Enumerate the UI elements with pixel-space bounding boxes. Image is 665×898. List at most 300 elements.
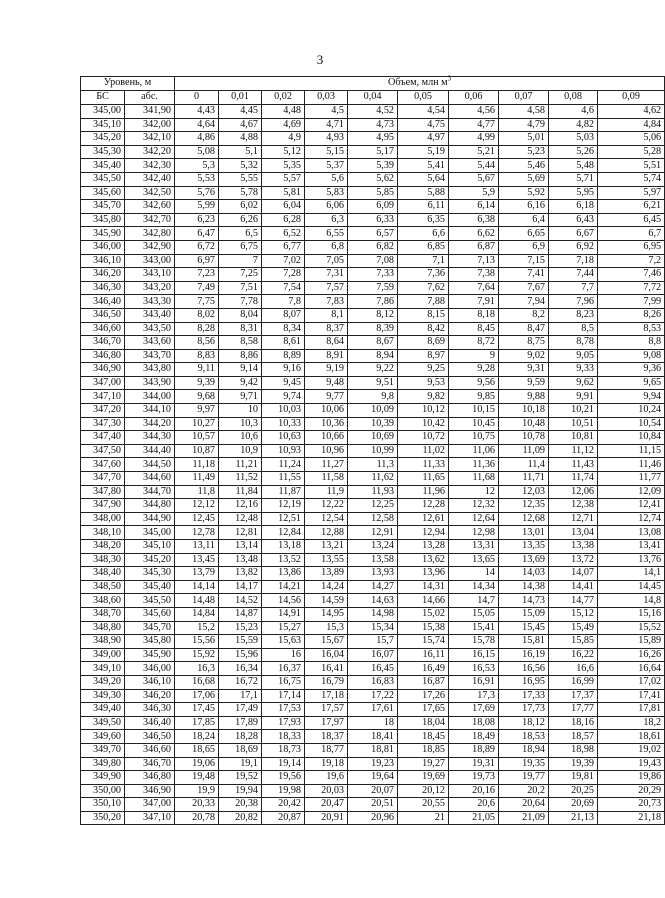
volume-cell: 18,12: [499, 716, 549, 730]
volume-cell: 18,08: [449, 716, 499, 730]
volume-cell: 11,18: [175, 458, 219, 472]
volume-cell: 16,75: [262, 675, 305, 689]
volume-cell: 7,83: [305, 295, 348, 309]
volume-cell: 18,77: [305, 743, 348, 757]
volume-cell: 6,45: [598, 213, 665, 227]
volume-cell: 14,56: [262, 594, 305, 608]
table-row: [81, 798, 665, 812]
volume-cell: 20,87: [262, 811, 305, 825]
volume-cell: 4,67: [219, 118, 262, 132]
level-bs-cell: 345,00: [81, 105, 125, 119]
volume-cell: 12,54: [305, 512, 348, 526]
level-abs-cell: 344,00: [125, 390, 175, 404]
volume-cell: 19,56: [262, 771, 305, 785]
level-bs-cell: 346,80: [81, 349, 125, 363]
level-abs-cell: 346,30: [125, 703, 175, 717]
volume-cell: 9,08: [598, 349, 665, 363]
volume-cell: 16,87: [398, 675, 449, 689]
volume-cell: 18,41: [348, 730, 398, 744]
level-abs-cell: 346,00: [125, 662, 175, 676]
volume-cell: 5,71: [549, 172, 598, 186]
volume-cell: 15,63: [262, 635, 305, 649]
table-row: [81, 512, 665, 526]
volume-cell: 17,22: [348, 689, 398, 703]
volume-cell: 13,96: [398, 567, 449, 581]
volume-cell: 11,49: [175, 472, 219, 486]
volume-cell: 6,82: [348, 240, 398, 254]
level-bs-cell: 347,30: [81, 417, 125, 431]
volume-cell: 10,6: [219, 431, 262, 445]
table-row: [81, 607, 665, 621]
volume-cell: 11,46: [598, 458, 665, 472]
volume-cell: 12,22: [305, 499, 348, 513]
volume-cell: 19,27: [398, 757, 449, 771]
volume-cell: 19,94: [219, 784, 262, 798]
volume-cell: 9,16: [262, 363, 305, 377]
volume-cell: 12,81: [219, 526, 262, 540]
level-bs-cell: 349,50: [81, 716, 125, 730]
level-abs-cell: 343,40: [125, 308, 175, 322]
volume-cell: 10,27: [175, 417, 219, 431]
volume-cell: 4,45: [219, 105, 262, 119]
volume-cell: 4,9: [262, 132, 305, 146]
volume-cell: 6,35: [398, 213, 449, 227]
level-abs-cell: 343,10: [125, 268, 175, 282]
volume-cell: 9,71: [219, 390, 262, 404]
volume-cell: 9,77: [305, 390, 348, 404]
volume-cell: 19,31: [449, 757, 499, 771]
level-bs-cell: 347,00: [81, 376, 125, 390]
table-row: [81, 145, 665, 159]
volume-cell: 9,31: [499, 363, 549, 377]
volume-cell: 18,16: [549, 716, 598, 730]
volume-cell: 5,06: [598, 132, 665, 146]
volume-cell: 15,89: [598, 635, 665, 649]
volume-cell: 12,38: [549, 499, 598, 513]
table-row: [81, 580, 665, 594]
level-bs-cell: 345,70: [81, 200, 125, 214]
volume-cell: 15,41: [449, 621, 499, 635]
volume-cell: 7,86: [348, 295, 398, 309]
volume-cell: 15,92: [175, 648, 219, 662]
level-abs-cell: 343,60: [125, 336, 175, 350]
level-abs-cell: 344,10: [125, 404, 175, 418]
volume-cell: 20,51: [348, 798, 398, 812]
volume-cell: 16,26: [598, 648, 665, 662]
volume-cell: 12,74: [598, 512, 665, 526]
volume-cell: 5,85: [348, 186, 398, 200]
volume-cell: 5,76: [175, 186, 219, 200]
table-row: [81, 444, 665, 458]
volume-cell: 7,18: [549, 254, 598, 268]
volume-cell: 11,55: [262, 472, 305, 486]
level-abs-cell: 342,10: [125, 132, 175, 146]
volume-cell: 11,65: [398, 472, 449, 486]
volume-cell: 20,55: [398, 798, 449, 812]
volume-cell: 6,52: [262, 227, 305, 241]
volume-cell: 15,52: [598, 621, 665, 635]
volume-cell: 9,39: [175, 376, 219, 390]
volume-cell: 10,9: [219, 444, 262, 458]
volume-cell: 11,93: [348, 485, 398, 499]
volume-cell: 18,53: [499, 730, 549, 744]
volume-cell: 10,12: [398, 404, 449, 418]
header-row-top: [81, 77, 665, 91]
volume-cell: 10,57: [175, 431, 219, 445]
table-row: [81, 526, 665, 540]
volume-cell: 14,34: [449, 580, 499, 594]
volume-cell: 9,45: [262, 376, 305, 390]
volume-cell: 19,18: [305, 757, 348, 771]
volume-cell: 6,55: [305, 227, 348, 241]
table-row: [81, 240, 665, 254]
volume-cell: 21,18: [598, 811, 665, 825]
volume-cell: 20,96: [348, 811, 398, 825]
volume-cell: 11,24: [262, 458, 305, 472]
volume-cell: 7,88: [398, 295, 449, 309]
table-row: [81, 281, 665, 295]
volume-cell: 11,12: [549, 444, 598, 458]
volume-cell: 6,67: [549, 227, 598, 241]
volume-cell: 18,33: [262, 730, 305, 744]
volume-cell: 8,42: [398, 322, 449, 336]
volume-cell: 5,99: [175, 200, 219, 214]
volume-cell: 6,87: [449, 240, 499, 254]
volume-cell: 16,56: [499, 662, 549, 676]
volume-cell: 16,3: [175, 662, 219, 676]
level-bs-cell: 348,50: [81, 580, 125, 594]
volume-cell: 6,72: [175, 240, 219, 254]
volume-cell: 9,14: [219, 363, 262, 377]
volume-cell: 9,11: [175, 363, 219, 377]
level-abs-cell: 345,80: [125, 635, 175, 649]
volume-cell: 7: [219, 254, 262, 268]
level-abs-cell: 345,40: [125, 580, 175, 594]
volume-cell: 9,56: [449, 376, 499, 390]
volume-cell: 5,48: [549, 159, 598, 173]
volume-cell: 5,62: [348, 172, 398, 186]
level-abs-cell: 345,50: [125, 594, 175, 608]
volume-cell: 17,89: [219, 716, 262, 730]
volume-cell: 5,67: [449, 172, 499, 186]
volume-cell: 11,3: [348, 458, 398, 472]
volume-cell: 4,99: [449, 132, 499, 146]
volume-cell: 6,02: [219, 200, 262, 214]
level-bs-cell: 348,20: [81, 540, 125, 554]
volume-cell: 6,43: [549, 213, 598, 227]
level-bs-cell: 345,60: [81, 186, 125, 200]
volume-cell: 13,72: [549, 553, 598, 567]
volume-cell: 15,2: [175, 621, 219, 635]
volume-cell: 13,58: [348, 553, 398, 567]
level-bs-cell: 350,10: [81, 798, 125, 812]
volume-cell: 7,49: [175, 281, 219, 295]
volume-cell: 8,02: [175, 308, 219, 322]
volume-cell: 11,84: [219, 485, 262, 499]
volume-cell: 7,36: [398, 268, 449, 282]
level-bs-cell: 348,90: [81, 635, 125, 649]
table-row: [81, 730, 665, 744]
volume-cell: 20,38: [219, 798, 262, 812]
volume-cell: 6,85: [398, 240, 449, 254]
volume-cell: 9,94: [598, 390, 665, 404]
volume-cell: 8,58: [219, 336, 262, 350]
volume-cell: 8,78: [549, 336, 598, 350]
volume-cell: 19,86: [598, 771, 665, 785]
volume-cell: 18,94: [499, 743, 549, 757]
level-bs-cell: 346,00: [81, 240, 125, 254]
volume-cell: 6,16: [499, 200, 549, 214]
volume-cell: 20,29: [598, 784, 665, 798]
level-abs-cell: 347,10: [125, 811, 175, 825]
level-abs-cell: 344,40: [125, 444, 175, 458]
level-abs-cell: 344,90: [125, 512, 175, 526]
volume-cell: 9,48: [305, 376, 348, 390]
table-row: [81, 811, 665, 825]
volume-cell: 8,34: [262, 322, 305, 336]
volume-cell: 19,64: [348, 771, 398, 785]
level-abs-cell: 342,60: [125, 200, 175, 214]
volume-cell: 8,26: [598, 308, 665, 322]
volume-cell: 10,66: [305, 431, 348, 445]
volume-cell: 17,85: [175, 716, 219, 730]
level-bs-cell: 345,80: [81, 213, 125, 227]
level-abs-cell: 342,00: [125, 118, 175, 132]
volume-cell: 13,79: [175, 567, 219, 581]
volume-cell: 17,49: [219, 703, 262, 717]
level-abs-cell: 346,20: [125, 689, 175, 703]
volume-cell: 19,69: [398, 771, 449, 785]
volume-cell: 6,06: [305, 200, 348, 214]
volume-cell: 5,15: [305, 145, 348, 159]
level-abs-cell: 346,60: [125, 743, 175, 757]
volume-cell: 8,8: [598, 336, 665, 350]
volume-cell: 5,6: [305, 172, 348, 186]
volume-cell: 6,21: [598, 200, 665, 214]
volume-cell: 4,6: [549, 105, 598, 119]
volume-cell: 4,88: [219, 132, 262, 146]
volume-cell: 15,3: [305, 621, 348, 635]
volume-cell: 13,52: [262, 553, 305, 567]
volume-col-header: 0,05: [398, 91, 449, 105]
volume-cell: 5,28: [598, 145, 665, 159]
volume-cell: 8,64: [305, 336, 348, 350]
volume-cell: 12,41: [598, 499, 665, 513]
volume-cell: 10,72: [398, 431, 449, 445]
volume-cell: 6,09: [348, 200, 398, 214]
level-bs-cell: 347,60: [81, 458, 125, 472]
volume-cell: 17,65: [398, 703, 449, 717]
volume-cell: 6,3: [305, 213, 348, 227]
volume-cell: 5,51: [598, 159, 665, 173]
volume-cell: 5,19: [398, 145, 449, 159]
volume-cell: 8,67: [348, 336, 398, 350]
table-row: [81, 172, 665, 186]
volume-cell: 20,73: [598, 798, 665, 812]
volume-cell: 16,99: [549, 675, 598, 689]
volume-col-header: 0,08: [549, 91, 598, 105]
volume-cell: 7,05: [305, 254, 348, 268]
volume-cell: 7,62: [398, 281, 449, 295]
volume-cell: 10,63: [262, 431, 305, 445]
volume-cell: 11,36: [449, 458, 499, 472]
volume-cell: 4,69: [262, 118, 305, 132]
level-bs-cell: 349,10: [81, 662, 125, 676]
table-row: [81, 485, 665, 499]
volume-cell: 4,77: [449, 118, 499, 132]
volume-cell: 14,1: [598, 567, 665, 581]
volume-cell: 12,06: [549, 485, 598, 499]
volume-cell: 8,1: [305, 308, 348, 322]
table-row: [81, 771, 665, 785]
volume-cell: 9,02: [499, 349, 549, 363]
volume-cell: 12,51: [262, 512, 305, 526]
volume-cell: 7,91: [449, 295, 499, 309]
table-row: [81, 336, 665, 350]
page-number: 3: [316, 52, 324, 67]
table-row: [81, 703, 665, 717]
volume-cell: 15,74: [398, 635, 449, 649]
level-bs-cell: 349,70: [81, 743, 125, 757]
volume-cell: 4,82: [549, 118, 598, 132]
volume-cell: 13,89: [305, 567, 348, 581]
level-bs-cell: 348,60: [81, 594, 125, 608]
volume-cell: 15,7: [348, 635, 398, 649]
level-bs-cell: 345,40: [81, 159, 125, 173]
volume-cell: 11,87: [262, 485, 305, 499]
volume-cell: 13,55: [305, 553, 348, 567]
table-row: [81, 132, 665, 146]
volume-cell: 8,94: [348, 349, 398, 363]
volume-cell: 14,27: [348, 580, 398, 594]
table-row: [81, 390, 665, 404]
volume-cell: 4,43: [175, 105, 219, 119]
volume-cell: 17,69: [449, 703, 499, 717]
volume-cell: 20,69: [549, 798, 598, 812]
volume-cell: 13,11: [175, 540, 219, 554]
volume-cell: 9,59: [499, 376, 549, 390]
volume-cell: 10,99: [348, 444, 398, 458]
volume-col-header: 0: [175, 91, 219, 105]
volume-cell: 9,85: [449, 390, 499, 404]
volume-cell: 10,54: [598, 417, 665, 431]
volume-cell: 5,81: [262, 186, 305, 200]
level-bs-cell: 346,40: [81, 295, 125, 309]
volume-cell: 17,73: [499, 703, 549, 717]
volume-cell: 7,54: [262, 281, 305, 295]
level-abs-cell: 344,50: [125, 458, 175, 472]
volume-cell: 4,71: [305, 118, 348, 132]
volume-cell: 6,65: [499, 227, 549, 241]
volume-cell: 20,47: [305, 798, 348, 812]
volume-cell: 9,97: [175, 404, 219, 418]
volume-cell: 16,6: [549, 662, 598, 676]
volume-cell: 8,23: [549, 308, 598, 322]
volume-col-header: 0,03: [305, 91, 348, 105]
volume-cell: 10,36: [305, 417, 348, 431]
table-row: [81, 635, 665, 649]
volume-cell: 6,62: [449, 227, 499, 241]
volume-cell: 7,99: [598, 295, 665, 309]
volume-cell: 20,42: [262, 798, 305, 812]
table-row: [81, 716, 665, 730]
volume-cell: 8,97: [398, 349, 449, 363]
volume-cell: 19,98: [262, 784, 305, 798]
volume-cell: 10,24: [598, 404, 665, 418]
volume-cell: 13,76: [598, 553, 665, 567]
volume-cell: 4,64: [175, 118, 219, 132]
volume-cell: 14,63: [348, 594, 398, 608]
table-row: [81, 743, 665, 757]
volume-cell: 5,41: [398, 159, 449, 173]
volume-cell: 12,19: [262, 499, 305, 513]
volume-cell: 7,8: [262, 295, 305, 309]
volume-cell: 13,38: [549, 540, 598, 554]
volume-cell: 15,85: [549, 635, 598, 649]
volume-cell: 5,12: [262, 145, 305, 159]
header-row-sub: [81, 91, 665, 105]
volume-cell: 9: [449, 349, 499, 363]
volume-cell: 9,05: [549, 349, 598, 363]
level-abs-cell: 344,20: [125, 417, 175, 431]
volume-cell: 4,58: [499, 105, 549, 119]
volume-cell: 8,47: [499, 322, 549, 336]
volume-cell: 11,09: [499, 444, 549, 458]
volume-cell: 4,84: [598, 118, 665, 132]
level-bs-cell: 349,00: [81, 648, 125, 662]
level-abs-cell: 345,10: [125, 540, 175, 554]
level-abs-cell: 346,10: [125, 675, 175, 689]
volume-cell: 13,28: [398, 540, 449, 554]
volume-cell: 14,7: [449, 594, 499, 608]
table-row: [81, 553, 665, 567]
table-row: [81, 757, 665, 771]
volume-cell: 10,75: [449, 431, 499, 445]
volume-cell: 6,23: [175, 213, 219, 227]
volume-cell: 11,52: [219, 472, 262, 486]
volume-cell: 9,88: [499, 390, 549, 404]
volume-cell: 18,65: [175, 743, 219, 757]
volume-cell: 11,96: [398, 485, 449, 499]
volume-cell: 7,2: [598, 254, 665, 268]
volume-cell: 10,84: [598, 431, 665, 445]
volume-cell: 16,37: [262, 662, 305, 676]
volume-cell: 17,77: [549, 703, 598, 717]
volume-cell: 13,82: [219, 567, 262, 581]
volume-cell: 15,09: [499, 607, 549, 621]
level-bs-cell: 348,00: [81, 512, 125, 526]
volume-cell: 6,5: [219, 227, 262, 241]
volume-cell: 15,05: [449, 607, 499, 621]
volume-cell: 16,19: [499, 648, 549, 662]
volume-cell: 11,27: [305, 458, 348, 472]
volume-cell: 18,2: [598, 716, 665, 730]
volume-cell: 6,92: [549, 240, 598, 254]
volume-cell: 6,11: [398, 200, 449, 214]
level-bs-cell: 347,70: [81, 472, 125, 486]
volume-cell: 5,83: [305, 186, 348, 200]
volume-cell: 14,24: [305, 580, 348, 594]
volume-cell: 17,1: [219, 689, 262, 703]
volume-cell: 17,3: [449, 689, 499, 703]
table-row: [81, 349, 665, 363]
volume-cell: 7,25: [219, 268, 262, 282]
volume-cell: 10,03: [262, 404, 305, 418]
volume-cell: 5,64: [398, 172, 449, 186]
volume-cell: 10,39: [348, 417, 398, 431]
volume-cell: 13,35: [499, 540, 549, 554]
volume-cell: 15,38: [398, 621, 449, 635]
